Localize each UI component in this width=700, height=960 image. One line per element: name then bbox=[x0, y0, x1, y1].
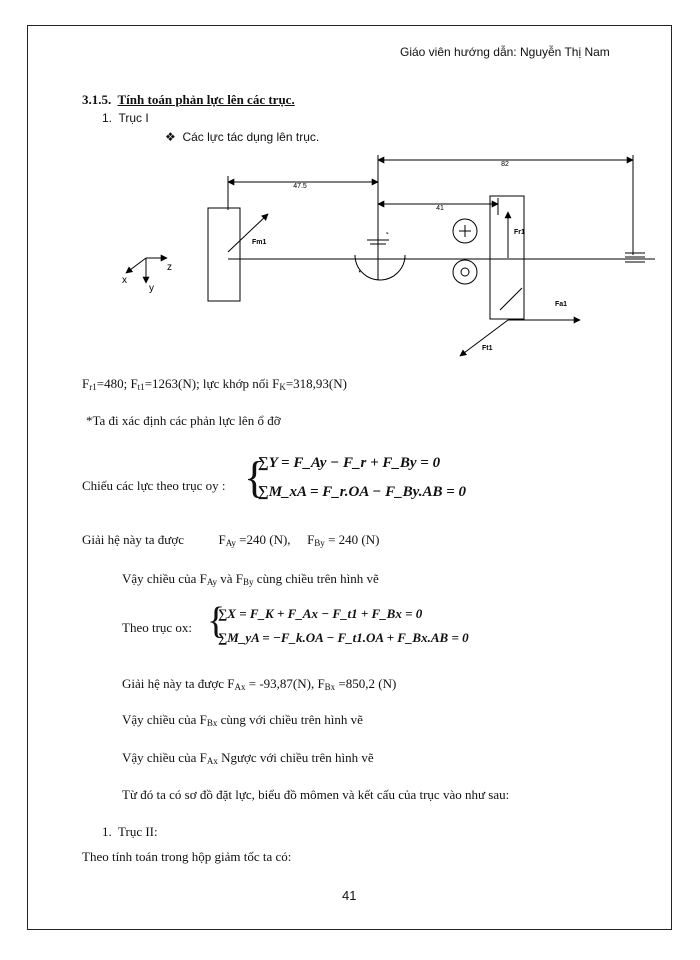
forces-line: $F_{r1}=480$; $F_{t1}=1263(N)$; lực khớp nối $F_K=318,93(N)$ bbox=[82, 376, 347, 392]
proj-oy-eq2: ∑M_xA = F_r.OA − F_By.AB = 0 bbox=[258, 484, 467, 500]
x-axis bbox=[126, 258, 146, 273]
dir1-line: Vậy chiều của $F_{Ay}$ và $F_{By}$ cùng chiều trên hình vẽ bbox=[122, 571, 379, 587]
gear-rect bbox=[490, 196, 524, 319]
force-diagram bbox=[0, 0, 700, 380]
proj-ox-label: Theo trục ox: bbox=[122, 620, 193, 635]
axis-z-label: z bbox=[167, 262, 172, 273]
circle-dot bbox=[453, 260, 477, 284]
conclusion-line: Từ đó ta có sơ đồ đặt lực, biểu đồ mômen và kết cấu của trục vào như sau: bbox=[122, 787, 510, 802]
coupling-rect bbox=[208, 208, 240, 301]
page-number: 41 bbox=[342, 888, 357, 903]
list-item-shaft-2: 1. Trục II: bbox=[102, 824, 158, 839]
dim-41-label: 41 bbox=[436, 205, 444, 212]
dir2-line: Vậy chiều của $F_{Bx}$ cùng với chiều trên hình vẽ bbox=[122, 712, 363, 728]
ft1-label: Ft1 bbox=[482, 345, 493, 352]
axis-x-label: x bbox=[122, 275, 127, 286]
bullet-forces: ❖ Các lực tác dụng lên trục. bbox=[165, 130, 320, 144]
fm1-label: Fm1 bbox=[252, 239, 267, 246]
list-item-shaft-1: 1. Trục I bbox=[102, 111, 149, 125]
brace-ox: { bbox=[207, 600, 226, 642]
diamond-bullet-icon: ❖ bbox=[165, 130, 176, 144]
fa1-label: Fa1 bbox=[555, 301, 568, 308]
dim-47-5-label: 47.5 bbox=[293, 183, 307, 190]
last-line: Theo tính toán trong hộp giảm tốc ta có: bbox=[82, 849, 292, 864]
fr1-label: Fr1 bbox=[514, 229, 525, 236]
brace-oy: { bbox=[244, 453, 266, 502]
section-title: Tính toán phản lực lên các trục. bbox=[117, 92, 295, 107]
dir3-line: Vậy chiều của $F_{Ax}$ Ngược với chiều trên hình vẽ bbox=[122, 750, 374, 766]
proj-ox-eq2: ∑M_yA = −F_k.OA − F_t1.OA + F_Bx.AB = 0 bbox=[218, 630, 469, 645]
axis-y-label: y bbox=[149, 283, 154, 294]
solve1-line: Giải hệ này ta được $F_{Ay} =240$ (N), $F_{By} = 240$ (N) bbox=[82, 532, 380, 548]
section-number: 3.1.5. bbox=[82, 92, 112, 107]
header-text: Giáo viên hướng dẫn: Nguyễn Thị Nam bbox=[400, 45, 610, 59]
fm1-arrow bbox=[228, 214, 268, 252]
proj-ox-eq1: ∑X = F_K + F_Ax − F_t1 + F_Bx = 0 bbox=[218, 606, 423, 621]
solve2-line: Giải hệ này ta được $F_{Ax} = -93,87(N)$, $F_{Bx} =850,2$ (N) bbox=[122, 676, 397, 692]
dim-82-label: 82 bbox=[501, 161, 509, 168]
note-line: *Ta đi xác định các phản lực lên ổ đỡ bbox=[86, 413, 281, 428]
proj-oy-label: Chiếu các lực theo trục oy : bbox=[82, 478, 226, 493]
proj-oy-eq1: ∑Y = F_Ay − F_r + F_By = 0 bbox=[258, 455, 441, 471]
